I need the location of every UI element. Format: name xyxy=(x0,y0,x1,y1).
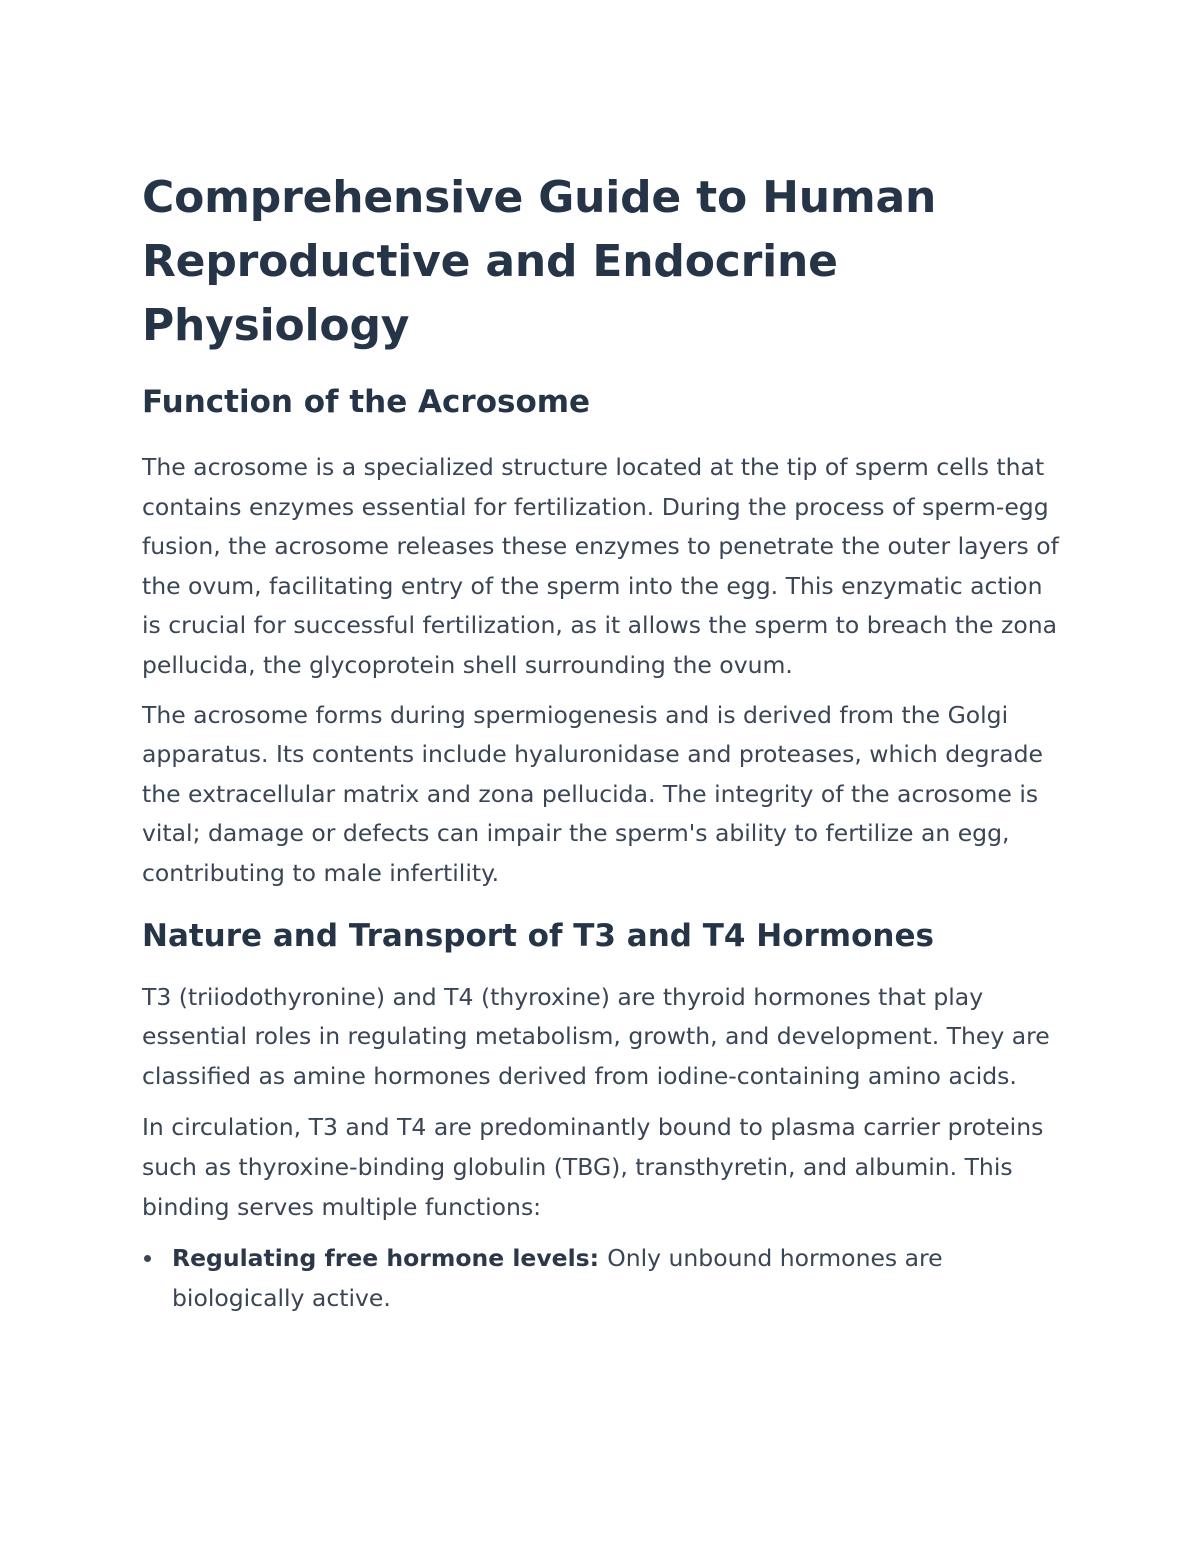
binding-functions-list xyxy=(142,1239,1060,1318)
paragraph-acrosome-1: The acrosome is a specialized structure located at the tip of sperm cells that contains enzymes essential for fertilization. During the process of sperm-egg fusion, the acrosome releases these enzymes to penetrate the outer layers of the ovum, facilitating entry of the sperm into the egg. This enzymatic action is crucial for successful fertilization, as it allows the sperm to breach the zona pellucida, the glycoprotein shell surrounding the ovum. xyxy=(142,453,1059,679)
paragraph-thyroid-1: T3 (triiodothyronine) and T4 (thyroxine) are thyroid hormones that play essential roles in regulating metabolism, growth, and development. They are classified as amine hormones derived from iodine-containing amino acids. xyxy=(142,982,1050,1090)
list-item-text: Only unbound hormones are biologically active. xyxy=(172,1244,943,1312)
paragraph-thyroid-2: In circulation, T3 and T4 are predominantly bound to plasma carrier proteins such as thyroxine-binding globulin (TBG), transthyretin, and albumin. This binding serves multiple functions: xyxy=(142,1113,1044,1221)
document-title: Comprehensive Guide to Human Reproductive and Endocrine Physiology xyxy=(142,172,937,351)
list-item xyxy=(142,1239,1060,1318)
section-heading-thyroid-hormones: Nature and Transport of T3 and T4 Hormones xyxy=(142,917,934,954)
list-item-term: Regulating free hormone levels: xyxy=(172,1244,608,1273)
paragraph-acrosome-2: The acrosome forms during spermiogenesis and is derived from the Golgi apparatus. Its contents include hyaluronidase and proteases, which degrade the extracellular matrix and zona pellucida. The integrity of the acrosome is vital; damage or defects can impair the sperm's ability to fertilize an egg, contributing to male infertility. xyxy=(142,700,1043,887)
section-heading-acrosome: Function of the Acrosome xyxy=(142,384,591,420)
bullet-icon xyxy=(144,1255,151,1262)
document-page xyxy=(142,166,1060,1318)
